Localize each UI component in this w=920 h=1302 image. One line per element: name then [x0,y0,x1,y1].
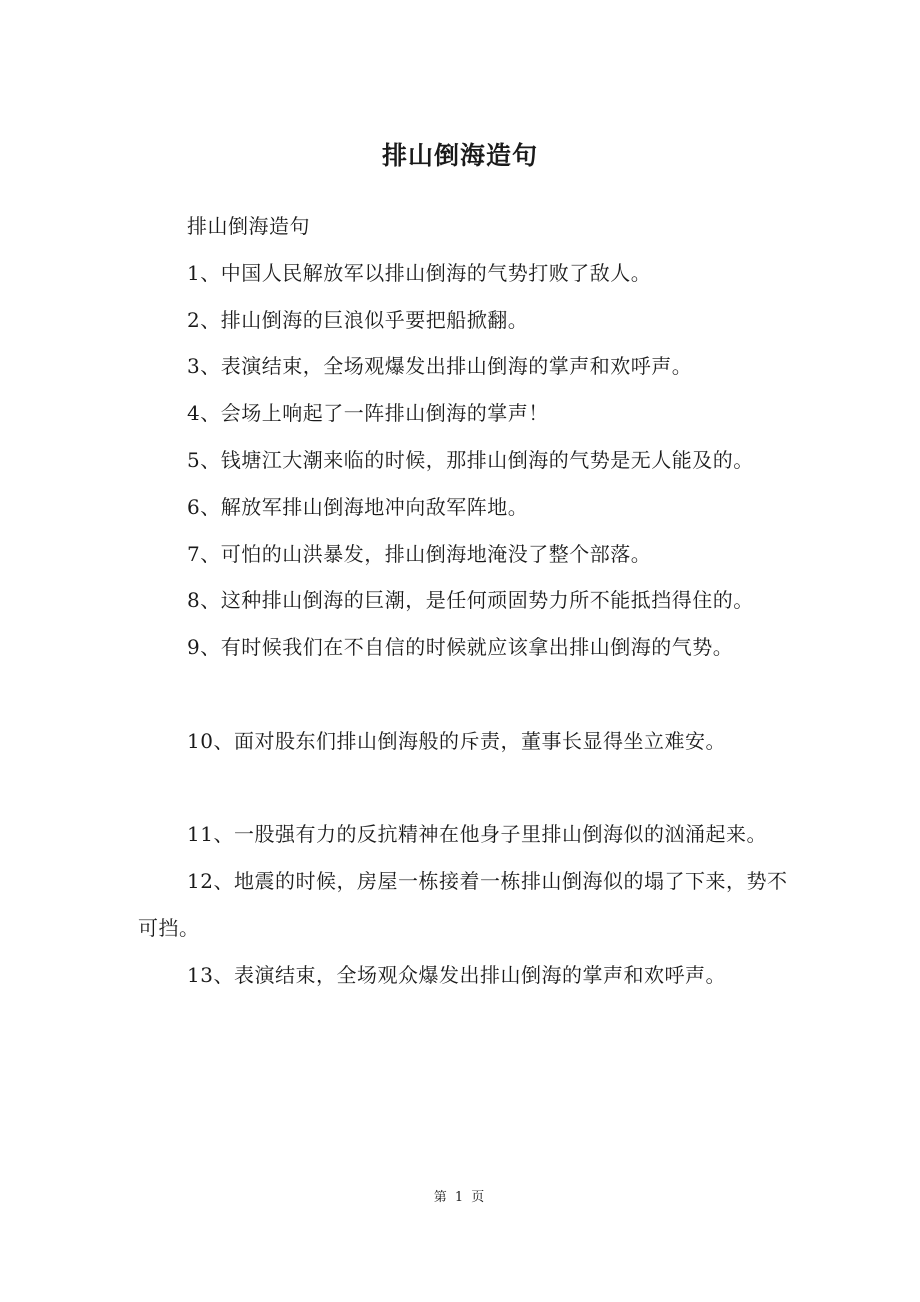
sentence-5: 5、钱塘江大潮来临的时候，那排山倒海的气势是无人能及的。 [187,447,754,472]
sentence-13: 13、表演结束，全场观众爆发出排山倒海的掌声和欢呼声。 [187,962,726,987]
sentence-6: 6、解放军排山倒海地冲向敌军阵地。 [187,494,529,519]
sentence-10: 10、面对股东们排山倒海般的斥责，董事长显得坐立难安。 [187,728,726,753]
sentence-7: 7、可怕的山洪暴发，排山倒海地淹没了整个部落。 [187,541,652,566]
sentence-2: 2、排山倒海的巨浪似乎要把船掀翻。 [187,307,529,332]
sentence-12: 12、地震的时候，房屋一栋接着一栋排山倒海似的塌了下来，势不可挡。 [138,869,788,940]
page-number: 第 1 页 [433,1190,487,1205]
document-body [138,203,788,999]
sentence-4: 4、会场上响起了一阵排山倒海的掌声！ [187,401,549,426]
sentence-1: 1、中国人民解放军以排山倒海的气势打败了敌人。 [187,260,652,285]
paragraph-heading: 排山倒海造句 [187,214,310,238]
document-title: 排山倒海造句 [381,141,538,170]
sentence-9: 9、有时候我们在不自信的时候就应该拿出排山倒海的气势。 [187,635,734,660]
sentence-3: 3、表演结束，全场观爆发出排山倒海的掌声和欢呼声。 [187,354,693,379]
sentence-8: 8、这种排山倒海的巨潮，是任何顽固势力所不能抵挡得住的。 [187,588,754,613]
sentence-11: 11、一股强有力的反抗精神在他身子里排山倒海似的汹涌起来。 [187,822,767,847]
